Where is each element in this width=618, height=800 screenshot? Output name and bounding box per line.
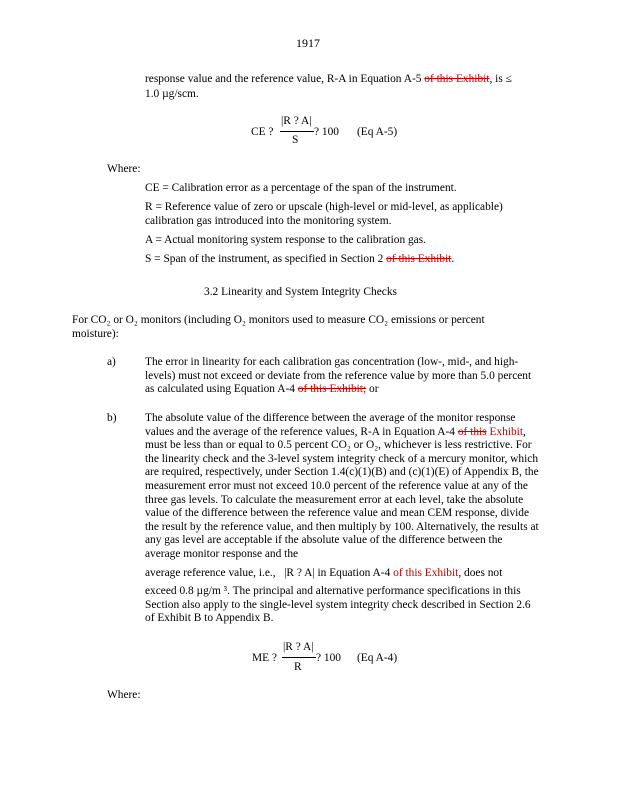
item-a-body: The error in linearity for each calibration gas concentration (low-, mid-, and high-levels) must not exceed or deviate from the reference value by more than 5.0 percent as calculated using Equation A-4 (145, 356, 532, 396)
eq-me-fraction-bar (282, 657, 316, 658)
item-a-label: a) (107, 356, 116, 368)
definition-text: A = Actual monitoring system response to the calibration gas. (145, 234, 427, 246)
item-a-strike: of this Exhibit; (297, 383, 367, 396)
eq-ce-lhs: CE ? (251, 126, 274, 138)
definition-text: R = Reference value of zero or upscale (high-level or mid-level, as applicable) calibration gas introduced into the monitoring system. (145, 201, 503, 227)
item-b-ie: average reference value, i.e., (145, 567, 276, 579)
definition-tail: . (451, 253, 455, 265)
definition-a (145, 234, 545, 248)
eq-ce-rhs: ? 100 (314, 126, 339, 138)
item-a-text (145, 356, 539, 397)
item-b-body-4: exceed 0.8 µg/m ³. The principal and alternative performance specifications in this Section also apply to the single-level system integrity check described in Section 2.6 of Exhibit B to Appendix B. (145, 585, 531, 625)
eq-me-lhs: ME ? (252, 652, 277, 664)
eq-ce-numerator: |R ? A| (281, 115, 312, 127)
item-b-strike: of this (457, 425, 487, 438)
definition-strike: of this Exhibit (386, 253, 452, 265)
page-number: 1917 (296, 36, 320, 50)
item-b-does-not: , does not (458, 567, 503, 579)
where-label-2: Where: (107, 689, 141, 701)
item-b-text (145, 412, 539, 562)
item-b-tail (145, 585, 539, 626)
item-a-tail: or (366, 383, 379, 396)
item-b-red-of-this-exhibit: of this Exhibit (393, 567, 459, 579)
definition-r (145, 201, 535, 228)
item-b-red-exhibit: Exhibit (489, 425, 524, 438)
item-b-expression: |R ? A| (284, 567, 315, 579)
eq-me-numerator: |R ? A| (283, 641, 314, 653)
intro-text-a: response value and the reference value, R-A in Equation A-5 (145, 73, 425, 85)
section-intro: For CO₂ or O₂ monitors (including O₂ monitors used to measure CO₂ emissions or percent moisture): (72, 314, 485, 340)
eq-me-rhs: ? 100 (316, 652, 341, 664)
definition-text: CE = Calibration error as a percentage of the span of the instrument. (145, 182, 457, 194)
definition-s (145, 253, 545, 267)
eq-me-label: (Eq A-4) (357, 652, 398, 664)
definition-text: S = Span of the instrument, as specified in Section 2 (145, 253, 387, 265)
item-b-ref: in Equation A-4 (314, 567, 394, 579)
eq-ce-denominator: S (292, 134, 299, 146)
intro-line-1 (145, 73, 565, 87)
definition-ce (145, 182, 545, 196)
eq-ce-fraction-bar (280, 131, 314, 132)
item-b-body-2: , must be less than or equal to 0.5 percent CO₂ or O₂, whichever is less restrictive. For the linearity check and the 3-level system integrity check of a mercury monitor, which are required, respectively, under Section 1.4(c)(1)(B) and (c)(1)(E) of Appendix B, the measurement error must not exceed 10.0 percent of the reference value at any of the three gas levels. To calculate the measurement error at each level, take the absolute value of the difference between the reference value and mean CEM response, divide the result by the reference value, and then multiply by 100. Alternatively, the results at any gas level are acceptable if the absolute value of the difference between the average monitor response and the (145, 425, 539, 560)
item-b-line-ie (145, 567, 539, 581)
intro-strike: of this Exhibit (424, 73, 490, 85)
eq-me-denominator: R (294, 661, 302, 673)
section-title: 3.2 Linearity and System Integrity Checks (204, 286, 397, 298)
item-b-body-1: The absolute value of the difference between the average of the monitor response values and the average of the reference values, R-A in Equation A-4 (145, 412, 516, 438)
where-label-1: Where: (107, 163, 141, 175)
intro-text-b: , is ≤ (489, 73, 512, 85)
item-b-label: b) (107, 412, 117, 424)
eq-ce-label: (Eq A-5) (357, 126, 398, 138)
intro-line-2: 1.0 µg/scm. (145, 88, 199, 100)
